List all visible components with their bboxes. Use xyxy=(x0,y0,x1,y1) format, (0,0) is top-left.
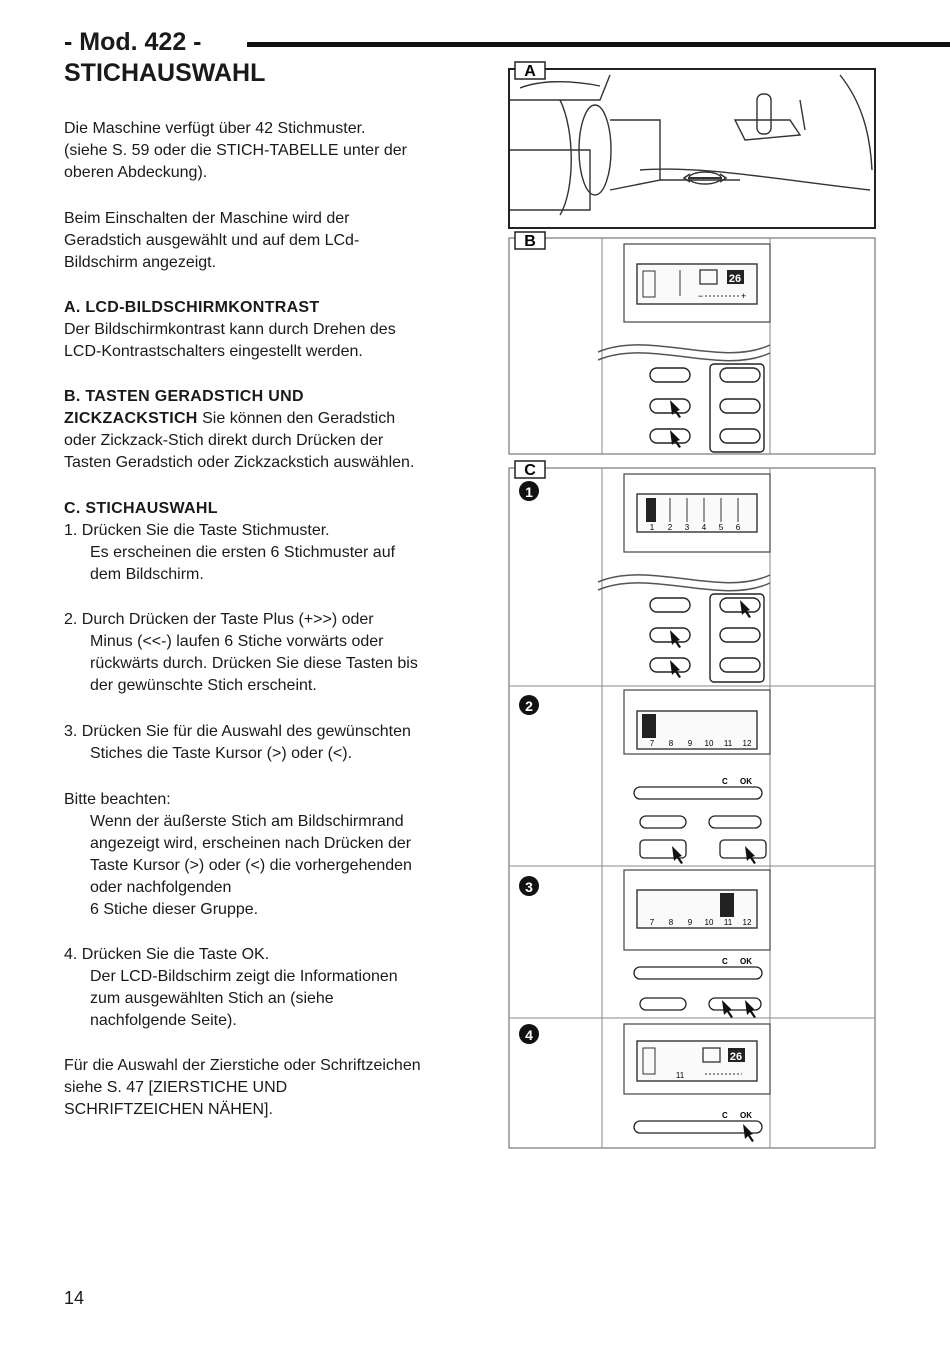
stitch-key-button[interactable] xyxy=(650,399,690,413)
step-2-line: 2. Durch Drücken der Taste Plus (+>>) oder xyxy=(64,611,374,628)
step-4-line: 4. Drücken Sie die Taste OK. xyxy=(64,946,270,963)
lcd-number: 7 xyxy=(649,739,655,748)
step-3-line: 3. Drücken Sie für die Auswahl des gewünschten xyxy=(64,723,411,740)
step-2-line: der gewünschte Stich erscheint. xyxy=(90,677,317,694)
key-r[interactable] xyxy=(640,998,686,1010)
straight-stitch-button[interactable] xyxy=(650,368,690,382)
lcd-number: 1 xyxy=(649,523,655,532)
alphabet-button[interactable] xyxy=(720,658,760,672)
text-line: Sie können den Geradstich xyxy=(197,410,396,427)
note-line: 6 Stiche dieser Gruppe. xyxy=(90,901,259,918)
step-badge-1: 1 xyxy=(525,484,533,500)
section-b-heading: B. TASTEN GERADSTICH UND xyxy=(64,388,304,405)
key-c-label: C xyxy=(722,957,728,966)
alphabet-button[interactable] xyxy=(720,429,760,443)
page-title-model: - Mod. 422 - xyxy=(64,28,202,56)
text-line: Der Bildschirmkontrast kann durch Drehen des xyxy=(64,321,396,338)
lcd-screen xyxy=(637,890,757,928)
text-line: LCD-Kontrastschalters eingestellt werden. xyxy=(64,343,363,360)
section-c-heading: C. STICHAUSWAHL xyxy=(64,500,218,517)
lcd-number: 9 xyxy=(687,918,693,927)
lcd-number: 10 xyxy=(704,918,714,927)
plus-key[interactable] xyxy=(720,840,766,858)
step-badge-4: 4 xyxy=(525,1027,533,1043)
key-ok-label: OK xyxy=(740,957,752,966)
step-badge-2: 2 xyxy=(525,698,533,714)
stitch-key-button[interactable] xyxy=(650,628,690,642)
text-line: Tasten Geradstich oder Zickzackstich auswählen. xyxy=(64,454,415,471)
decorative-button[interactable] xyxy=(720,399,760,413)
step-4-line: Der LCD-Bildschirm zeigt die Informationen xyxy=(90,968,398,985)
pattern-button[interactable] xyxy=(720,368,760,382)
section-b-heading-cont: ZICKZACKSTICH xyxy=(64,410,198,427)
note-line: Bitte beachten: xyxy=(64,791,171,808)
note-line: oder nachfolgenden xyxy=(90,879,232,896)
lcd-number: 7 xyxy=(649,918,655,927)
zigzag-button[interactable] xyxy=(650,429,690,443)
straight-stitch-button[interactable] xyxy=(650,598,690,612)
step-1-line: dem Bildschirm. xyxy=(90,566,204,583)
lcd-b-plus: + xyxy=(741,291,747,301)
lcd-c4-num: 11 xyxy=(675,1071,685,1080)
label-a: A xyxy=(524,63,536,80)
lcd-number: 4 xyxy=(701,523,707,532)
lcd-number: 3 xyxy=(684,523,690,532)
lcd-number: 11 xyxy=(723,918,733,927)
lcd-number: 10 xyxy=(704,739,714,748)
step-badge-3: 3 xyxy=(525,879,533,895)
label-c: C xyxy=(524,462,536,479)
figure-c xyxy=(509,461,875,1148)
cursor-keys[interactable] xyxy=(709,816,761,828)
lcd-number: 9 xyxy=(687,739,693,748)
note-line: angezeigt wird, erscheinen nach Drücken der xyxy=(90,835,412,852)
note-line: Wenn der äußerste Stich am Bildschirmrand xyxy=(90,813,404,830)
zigzag-button[interactable] xyxy=(650,658,690,672)
text-line: oder Zickzack-Stich direkt durch Drücken der xyxy=(64,432,384,449)
step-1-line: 1. Drücken Sie die Taste Stichmuster. xyxy=(64,522,330,539)
section-a-heading: A. LCD-BILDSCHIRMKONTRAST xyxy=(64,299,320,316)
key-ok-label: OK xyxy=(740,1111,752,1120)
text-line: Für die Auswahl der Zierstiche oder Schriftzeichen xyxy=(64,1057,421,1074)
key-r[interactable] xyxy=(640,816,686,828)
function-key-row[interactable] xyxy=(634,1121,762,1133)
key-ok-label: OK xyxy=(740,777,752,786)
figure-b xyxy=(509,232,875,454)
lcd-number: 11 xyxy=(723,739,733,748)
function-key-row[interactable] xyxy=(634,787,762,799)
text-line: siehe S. 47 [ZIERSTICHE UND xyxy=(64,1079,288,1096)
lcd-number: 8 xyxy=(668,739,674,748)
step-2-line: Minus (<<-) laufen 6 Stiche vorwärts oder xyxy=(90,633,384,650)
text-line: Beim Einschalten der Maschine wird der xyxy=(64,210,350,227)
text-line: Bildschirm angezeigt. xyxy=(64,254,217,271)
lcd-number: 12 xyxy=(742,918,752,927)
text-line: Geradstich ausgewählt und auf dem LCd- xyxy=(64,232,360,249)
page-number: 14 xyxy=(64,1288,85,1308)
lcd-number: 8 xyxy=(668,918,674,927)
figure-a xyxy=(509,62,875,228)
step-4-line: zum ausgewählten Stich an (siehe xyxy=(90,990,334,1007)
lcd-number: 12 xyxy=(742,739,752,748)
note-line: Taste Kursor (>) oder (<) die vorhergehenden xyxy=(90,857,412,874)
step-1-line: Es erscheinen die ersten 6 Stichmuster auf xyxy=(90,544,396,561)
pattern-button[interactable] xyxy=(720,598,760,612)
page-title: STICHAUSWAHL xyxy=(64,59,266,87)
step-4-line: nachfolgende Seite). xyxy=(90,1012,237,1029)
step-2-line: rückwärts durch. Drücken Sie diese Tasten bis xyxy=(90,655,418,672)
text-line: oberen Abdeckung). xyxy=(64,164,208,181)
text-line: SCHRIFTZEICHEN NÄHEN]. xyxy=(64,1101,273,1118)
function-key-row[interactable] xyxy=(634,967,762,979)
lcd-number: 6 xyxy=(735,523,741,532)
lcd-number: 2 xyxy=(667,523,673,532)
lcd-b-display: 26 xyxy=(728,273,742,285)
lcd-number: 5 xyxy=(718,523,724,532)
decorative-button[interactable] xyxy=(720,628,760,642)
key-c-label: C xyxy=(722,1111,728,1120)
lcd-c4-display: 26 xyxy=(729,1051,743,1063)
label-b: B xyxy=(524,233,536,250)
lcd-b-minus: − xyxy=(698,291,704,301)
text-line: Die Maschine verfügt über 42 Stichmuster. xyxy=(64,120,366,137)
step-3-line: Stiches die Taste Kursor (>) oder (<). xyxy=(90,745,353,762)
text-line: (siehe S. 59 oder die STICH-TABELLE unter der xyxy=(64,142,407,159)
key-c-label: C xyxy=(722,777,728,786)
